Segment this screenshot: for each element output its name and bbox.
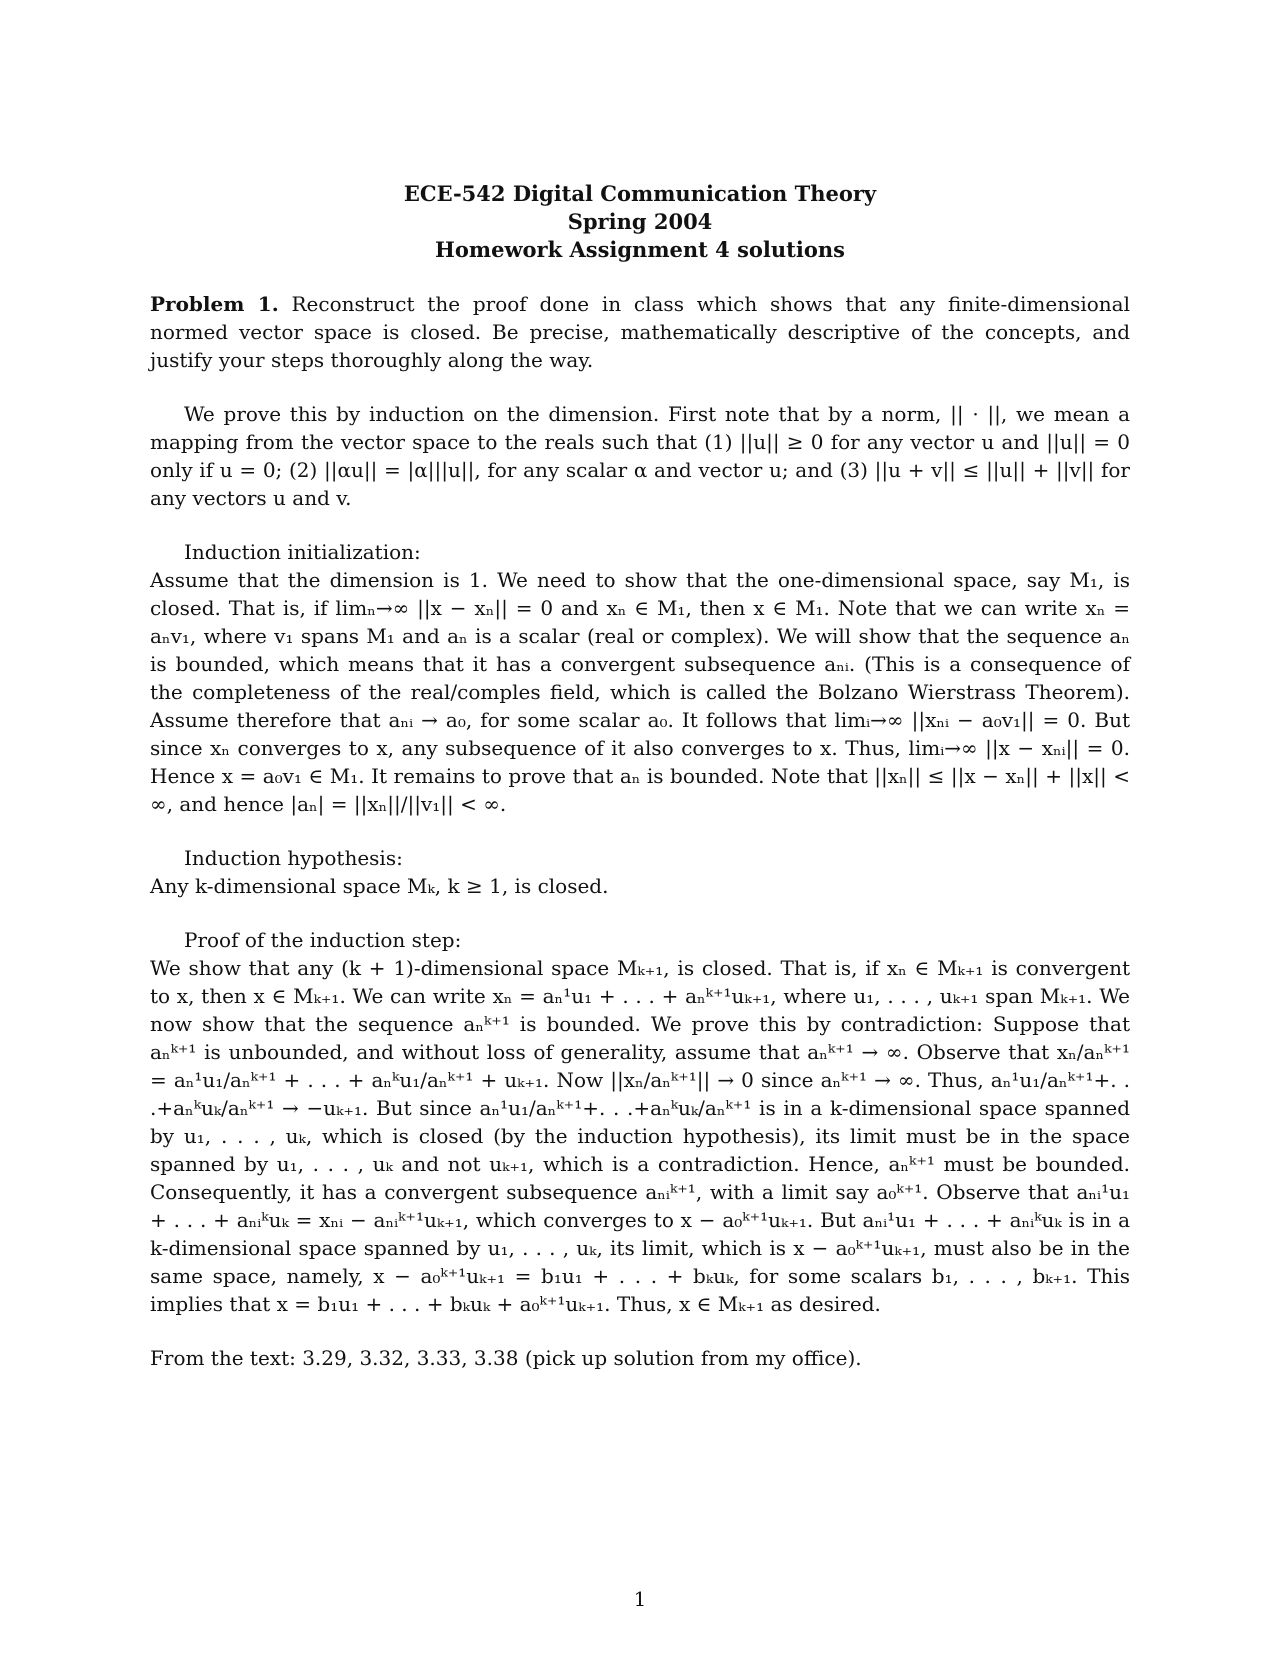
document-page — [150, 180, 1130, 1372]
init-heading: Induction initialization: — [184, 540, 421, 564]
problem-statement — [150, 290, 1130, 374]
hypothesis-heading: Induction hypothesis: — [184, 846, 403, 870]
hypothesis-body: Any k-dimensional space Mₖ, k ≥ 1, is closed. — [150, 874, 609, 898]
init-body: Assume that the dimension is 1. We need to show that the one-dimensional space, say M₁, is closed. That is, if limₙ→∞ ||x − xₙ|| = 0 and xₙ ∈ M₁, then x ∈ M₁. Note that we can write xₙ = aₙv₁, where v₁ spans M₁ and aₙ is a scalar (real or complex). We will show that the sequence aₙ is bounded, which means that it has a convergent subsequence aₙᵢ. (This is a consequence of the completeness of the real/comples field, which is called the Bolzano Wierstrass Theorem). Assume therefore that aₙᵢ → a₀, for some scalar a₀. It follows that limᵢ→∞ ||xₙᵢ − a₀v₁|| = 0. But since xₙ converges to x, any subsequence of it also converges to x. Thus, limᵢ→∞ ||x − xₙᵢ|| = 0. Hence x = a₀v₁ ∈ M₁. It remains to prove that aₙ is bounded. Note that ||xₙ|| ≤ ||x − xₙ|| + ||x|| < ∞, and hence |aₙ| = ||xₙ||/||v₁|| < ∞. — [150, 568, 1130, 816]
semester: Spring 2004 — [567, 209, 713, 234]
step-body: We show that any (k + 1)-dimensional space Mₖ₊₁, is closed. That is, if xₙ ∈ Mₖ₊₁ is convergent to x, then x ∈ Mₖ₊₁. We can write xₙ = aₙ¹u₁ + . . . + aₙᵏ⁺¹uₖ₊₁, where u₁, . . . , uₖ₊₁ span Mₖ₊₁. We now show that the sequence aₙᵏ⁺¹ is bounded. We prove this by contradiction: Suppose that aₙᵏ⁺¹ is unbounded, and without loss of generality, assume that aₙᵏ⁺¹ → ∞. Observe that xₙ/aₙᵏ⁺¹ = aₙ¹u₁/aₙᵏ⁺¹ + . . . + aₙᵏu₁/aₙᵏ⁺¹ + uₖ₊₁. Now ||xₙ/aₙᵏ⁺¹|| → 0 since aₙᵏ⁺¹ → ∞. Thus, aₙ¹u₁/aₙᵏ⁺¹+. . .+aₙᵏuₖ/aₙᵏ⁺¹ → −uₖ₊₁. But since aₙ¹u₁/aₙᵏ⁺¹+. . .+aₙᵏuₖ/aₙᵏ⁺¹ is in a k-dimensional space spanned by u₁, . . . , uₖ, which is closed (by the induction hypothesis), its limit must be in the space spanned by u₁, . . . , uₖ and not uₖ₊₁, which is a contradiction. Hence, aₙᵏ⁺¹ must be bounded. Consequently, it has a convergent subsequence aₙᵢᵏ⁺¹, with a limit say a₀ᵏ⁺¹. Observe that aₙᵢ¹u₁ + . . . + aₙᵢᵏuₖ = xₙᵢ − aₙᵢᵏ⁺¹uₖ₊₁, which converges to x − a₀ᵏ⁺¹uₖ₊₁. But aₙᵢ¹u₁ + . . . + aₙᵢᵏuₖ is in a k-dimensional space spanned by u₁, . . . , uₖ, its limit, which is x − a₀ᵏ⁺¹uₖ₊₁, must also be in the same space, namely, x − a₀ᵏ⁺¹uₖ₊₁ = b₁u₁ + . . . + bₖuₖ, for some scalars b₁, . . . , bₖ₊₁. This implies that x = b₁u₁ + . . . + bₖuₖ + a₀ᵏ⁺¹uₖ₊₁. Thus, x ∈ Mₖ₊₁ as desired. — [150, 956, 1130, 1316]
course-title: ECE-542 Digital Communication Theory — [403, 181, 877, 206]
problem-text: Reconstruct the proof done in class which shows that any finite-dimensional normed vector space is closed. Be precise, mathematically descriptive of the concepts, and justify your steps thoroughly along the way. — [150, 292, 1131, 372]
intro-paragraph: We prove this by induction on the dimension. First note that by a norm, || · ||, we mean a mapping from the vector space to the reals such that (1) ||u|| ≥ 0 for any vector u and ||u|| = 0 only if u = 0; (2) ||αu|| = |α|||u||, for any scalar α and vector u; and (3) ||u + v|| ≤ ||u|| + ||v|| for any vectors u and v. — [150, 402, 1130, 510]
step-heading: Proof of the induction step: — [184, 928, 462, 952]
assignment-title: Homework Assignment 4 solutions — [435, 237, 845, 262]
problem-label: Problem 1. — [150, 292, 279, 316]
page-number: 1 — [633, 1587, 647, 1611]
footer-note: From the text: 3.29, 3.32, 3.33, 3.38 (pick up solution from my office). — [150, 1346, 862, 1370]
